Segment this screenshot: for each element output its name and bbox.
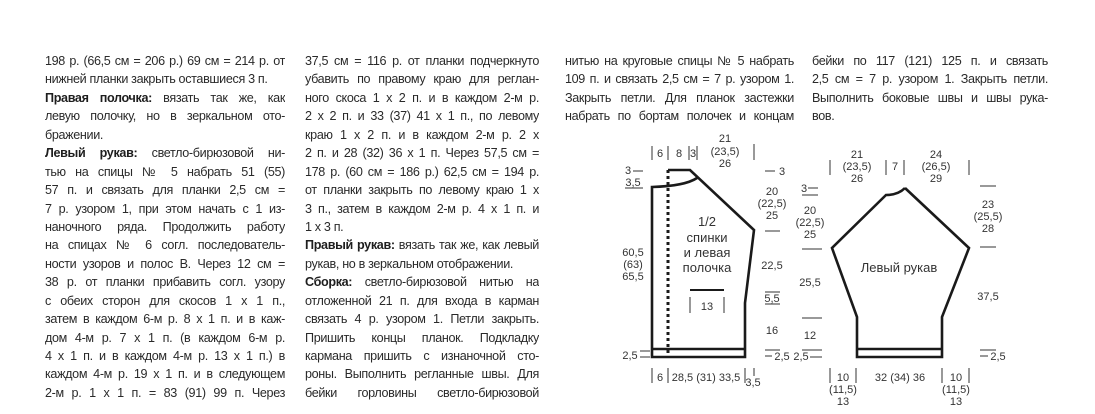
text-line-content: краю 1 х 2 п. и в каждом 2-м р. 2 х [305, 127, 539, 142]
sleeve-top-right-2: (26,5) [921, 161, 951, 173]
front-top-6: 6 [656, 148, 664, 160]
text-line-content: вов. [812, 109, 835, 124]
text-line-content: кармана пришить с изнаночной сто- [305, 349, 539, 363]
sleeve-bottom-right-1: 10 [949, 372, 963, 384]
text-line-content: от планки закрыть по левому краю 1 х [305, 183, 539, 198]
text-line-content: дом 4-м р. 7 х 1 п. (в каждом 6-м р. [45, 330, 285, 345]
text-line-content: 2-м р. 1 х 1 п. = 83 (91) 99 п. Через [45, 385, 285, 400]
sleeve-top-left-1: 21 [850, 149, 864, 161]
text-line-content: убавить по правому краю для реглан- [305, 72, 539, 87]
sleeve-left-3: 3 [800, 183, 808, 195]
text-line-content: рукав, но в зеркальном отображении. [305, 256, 514, 271]
text-line-content: Выполнить боковые швы и швы рука- [812, 90, 1048, 105]
text-line-content: каждом 4-м р. 19 х 1 п. и в следующем [45, 367, 285, 382]
text-line-content: нитью на круговые спицы № 5 набрать [565, 54, 794, 68]
text-line-content: 2 п. и 28 (32) 36 х 1 п. Через 57,5 см = [305, 146, 539, 161]
section-heading: Правая полочка: [45, 90, 152, 105]
front-right-5-5: 5,5 [764, 293, 780, 305]
text-line-content: роны. Выполнить регланные швы. Для [305, 367, 539, 382]
sleeve-right-cap-1: 23 [981, 199, 995, 211]
sleeve-left-25-5: 25,5 [799, 277, 821, 289]
text-line-content: вязать так же, как левый [394, 238, 539, 253]
front-right-16: 16 [765, 325, 779, 337]
sleeve-band-right: 2,5 [990, 351, 1006, 363]
sleeve-bottom-left-3: 13 [836, 396, 850, 408]
text-line-content: 2 х 2 п. и 33 (37) 41 х 1 п., по левому [305, 109, 539, 124]
text-line-content: 37,5 см = 116 р. от планки подчеркнуто [305, 54, 539, 68]
front-raglan-3: 25 [765, 210, 779, 222]
text-line-content: светло-бирюзовой нитью на [352, 275, 539, 290]
text-line-content: ности узоров и полос В. Через 12 см = [45, 256, 285, 271]
sleeve-top-right-3: 29 [929, 173, 943, 185]
sleeve-left-cap-1: 20 [803, 205, 817, 217]
sleeve-left-12: 12 [803, 330, 817, 342]
front-raglan-1: 20 [765, 186, 779, 198]
sleeve-bottom-left-2: (11,5) [829, 384, 857, 396]
text-line-content: отложенной 21 п. для входа в карман [305, 293, 539, 308]
pocket-width: 13 [700, 301, 714, 313]
text-line-content: 198 р. (66,5 см = 206 р.) 69 см = 214 р. от [45, 54, 285, 68]
sleeve-top-left-2: (23,5) [842, 161, 872, 173]
text-line-content: тью на спицы № 5 набрать 51 (55) [45, 164, 285, 179]
front-top-width-2: (23,5) [710, 146, 740, 158]
front-band-left: 2,5 [622, 350, 638, 362]
text-line-content: 109 п. и связать 2,5 см = 7 р. узором 1. [565, 72, 794, 87]
text-line-content: 57 п. и связать для планки 2,5 см = [45, 183, 285, 198]
front-top-width-3: 26 [718, 158, 732, 170]
front-raglan-2: (22,5) [757, 198, 787, 210]
text-line-content: бейки по 117 (121) 125 п. и связать [812, 54, 1048, 68]
text-line-content: нижней планки закрыть оставшиеся 3 п. [45, 72, 268, 87]
front-right-3: 3 [778, 166, 786, 178]
front-neck-3: 3 [624, 165, 632, 177]
text-line-content: Пришить концы планок. Подкладку [305, 330, 539, 345]
text-line-content: наночного ряда. Продолжить работу [45, 219, 285, 234]
text-line-content: затем в каждом 6-м р. 8 х 1 п. и в каж- [45, 312, 285, 327]
text-line-content: набрать по бортам полочек и концам [565, 109, 794, 124]
front-right-22-5: 22,5 [761, 260, 783, 272]
front-title-1: 1/2 [697, 214, 717, 229]
text-line-content: 38 р. от планки прибавить согл. узору [45, 275, 285, 290]
front-back-diagram [622, 133, 789, 389]
text-line-content: 3 п., затем в каждом 2-м р. 4 х 1 п. и [305, 201, 539, 216]
front-bottom-6: 6 [656, 372, 664, 384]
sleeve-top-7: 7 [891, 161, 899, 173]
front-top-3: 3 [689, 148, 697, 160]
sleeve-band-left: 2,5 [793, 351, 809, 363]
front-title-4: полочка [682, 260, 732, 275]
text-line-content: бражении. [45, 127, 104, 142]
front-title-2: спинки [686, 230, 728, 245]
text-line-content: бейки горловины светло-бирюзовой [305, 385, 539, 400]
text-line-content: на спицах № 6 согл. последователь- [45, 238, 285, 253]
sleeve-bottom-left-1: 10 [836, 372, 850, 384]
front-top-8: 8 [675, 148, 683, 160]
front-bottom-3-5: 3,5 [745, 377, 761, 389]
sleeve-title: Левый рукав [860, 260, 938, 275]
sleeve-top-left-3: 26 [850, 173, 864, 185]
sleeve-left-cap-3: 25 [803, 229, 817, 241]
sleeve-right-37-5: 37,5 [977, 291, 999, 303]
section-heading: Правый рукав: [305, 238, 395, 253]
sleeve-right-cap-2: (25,5) [973, 211, 1003, 223]
front-height-1: 60,5 [622, 247, 644, 259]
front-neck-3-5: 3,5 [625, 177, 641, 189]
front-height-2: (63) [623, 259, 643, 271]
text-line-content: 7 р. узором 1, при этом начать с 1 из- [45, 201, 285, 216]
text-line-content: 1 х 3 п. [305, 219, 344, 234]
sleeve-bottom-right-3: 13 [949, 396, 963, 408]
sleeve-diagram [793, 149, 1005, 408]
sleeve-top-right-1: 24 [929, 149, 943, 161]
front-height-3: 65,5 [622, 271, 644, 283]
text-line-content: ного скоса 1 х 2 п. и в каждом 2-м р. [305, 90, 539, 105]
text-line-content: светло-бирюзовой ни- [137, 146, 285, 161]
sleeve-bottom-width: 32 (34) 36 [874, 372, 926, 384]
front-title-3: и левая [683, 245, 731, 260]
text-line-content: с обеих сторон для скосов 1 х 1 п., [45, 293, 285, 308]
sleeve-right-cap-3: 28 [981, 223, 995, 235]
front-top-width-1: 21 [718, 133, 732, 145]
text-line-content: вязать так же, как [151, 90, 285, 105]
section-heading: Сборка: [305, 275, 353, 290]
front-bottom-width: 28,5 (31) 33,5 [671, 372, 741, 384]
text-line-content: 4 х 1 п. и в каждом 4-м р. 13 х 1 п.) в [45, 349, 285, 363]
text-line-content: связать 4 р. узором 1. Петли закрыть. [305, 312, 539, 327]
sleeve-bottom-right-2: (11,5) [942, 384, 970, 396]
text-line-content: 178 р. (60 см = 186 р.) 62,5 см = 194 р. [305, 164, 539, 179]
front-band-right: 2,5 [774, 351, 790, 363]
sleeve-left-cap-2: (22,5) [795, 217, 825, 229]
text-line-content: левую полочку, но в зеркальном ото- [45, 109, 285, 124]
text-line-content: 2,5 см = 7 р. узором 1. Закрыть петли. [812, 72, 1048, 87]
section-heading: Левый рукав: [45, 146, 138, 161]
text-line-content: Закрыть петли. Для планок застежки [565, 90, 794, 105]
